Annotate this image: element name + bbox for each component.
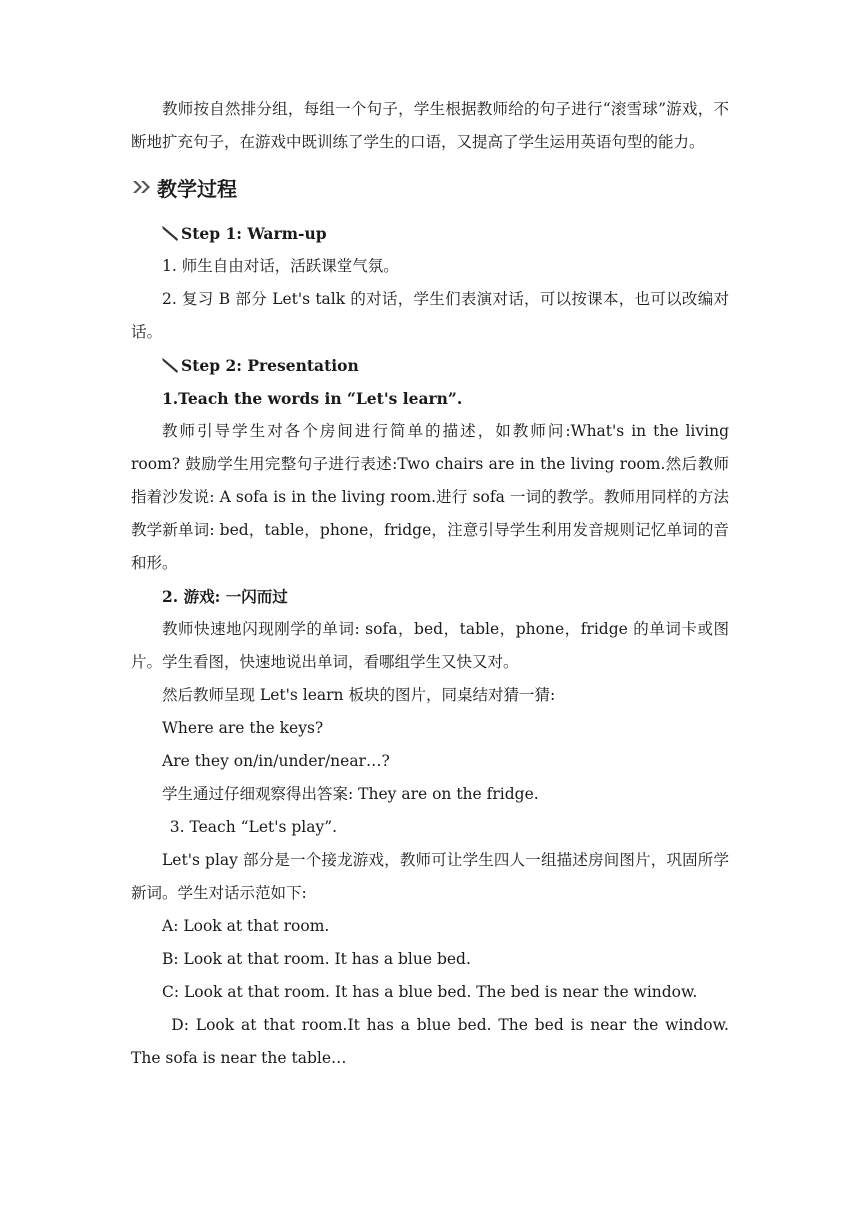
double-chevron-icon: [131, 177, 155, 197]
step2-title: Step 2: Presentation: [181, 356, 359, 375]
step2-line-4: 学生通过仔细观察得出答案: They are on the fridge.: [162, 785, 539, 803]
section-heading: [131, 167, 729, 207]
dialog-line-c: C: Look at that room. It has a blue bed. The bed is near the window.: [162, 983, 698, 1001]
step2-subheading-1: 1.Teach the words in “Let's learn”.: [162, 389, 463, 408]
document-content: [131, 93, 729, 1075]
step2-heading: [131, 349, 729, 382]
intro-paragraph: 教师按自然排分组，每组一个句子，学生根据教师给的句子进行“滚雪球”游戏，不断地扩充句子，在游戏中既训练了学生的口语，又提高了学生运用英语句型的能力。: [131, 100, 729, 151]
pen-icon: [162, 358, 180, 374]
dialog-line-a: A: Look at that room.: [162, 917, 330, 935]
step2-paragraph-1: 教师引导学生对各个房间进行简单的描述，如教师问:What's in the living room? 鼓励学生用完整句子进行表述:Two chairs are in the living room.然后教师指着沙发说: A sofa is in the living room.进行 sofa 一词的教学。教师用同样的方法教学新单词: bed，table，phone，fridge，注意引导学生利用发音规则记忆单词的音和形。: [131, 422, 729, 572]
step1-title: Step 1: Warm-up: [181, 224, 327, 243]
step2-paragraph-2: 教师快速地闪现刚学的单词: sofa，bed，table，phone，fridge 的单词卡或图片。学生看图，快速地说出单词，看哪组学生又快又对。: [131, 620, 729, 671]
step1-item1: 1. 师生自由对话，活跃课堂气氛。: [162, 257, 399, 275]
step2-subheading-3: 3. Teach “Let's play”.: [169, 818, 338, 836]
dialog-line-d: D: Look at that room.It has a blue bed. The bed is near the window. The sofa is near the table…: [131, 1016, 729, 1067]
step2-line-3: Are they on/in/under/near…?: [162, 752, 390, 770]
step2-paragraph-3: Let's play 部分是一个接龙游戏，教师可让学生四人一组描述房间图片，巩固所学新词。学生对话示范如下:: [131, 851, 729, 902]
step1-item2: 2. 复习 B 部分 Let's talk 的对话，学生们表演对话，可以按课本，也可以改编对话。: [131, 290, 729, 341]
section-title: 教学过程: [157, 176, 237, 201]
step2-subheading-2: 2. 游戏: 一闪而过: [162, 587, 288, 606]
dialog-line-b: B: Look at that room. It has a blue bed.: [162, 950, 471, 968]
step1-heading: [131, 217, 729, 250]
step2-line-1: 然后教师呈现 Let's learn 板块的图片，同桌结对猜一猜:: [162, 686, 556, 704]
pen-icon: [162, 226, 180, 242]
step2-line-2: Where are the keys?: [162, 719, 324, 737]
